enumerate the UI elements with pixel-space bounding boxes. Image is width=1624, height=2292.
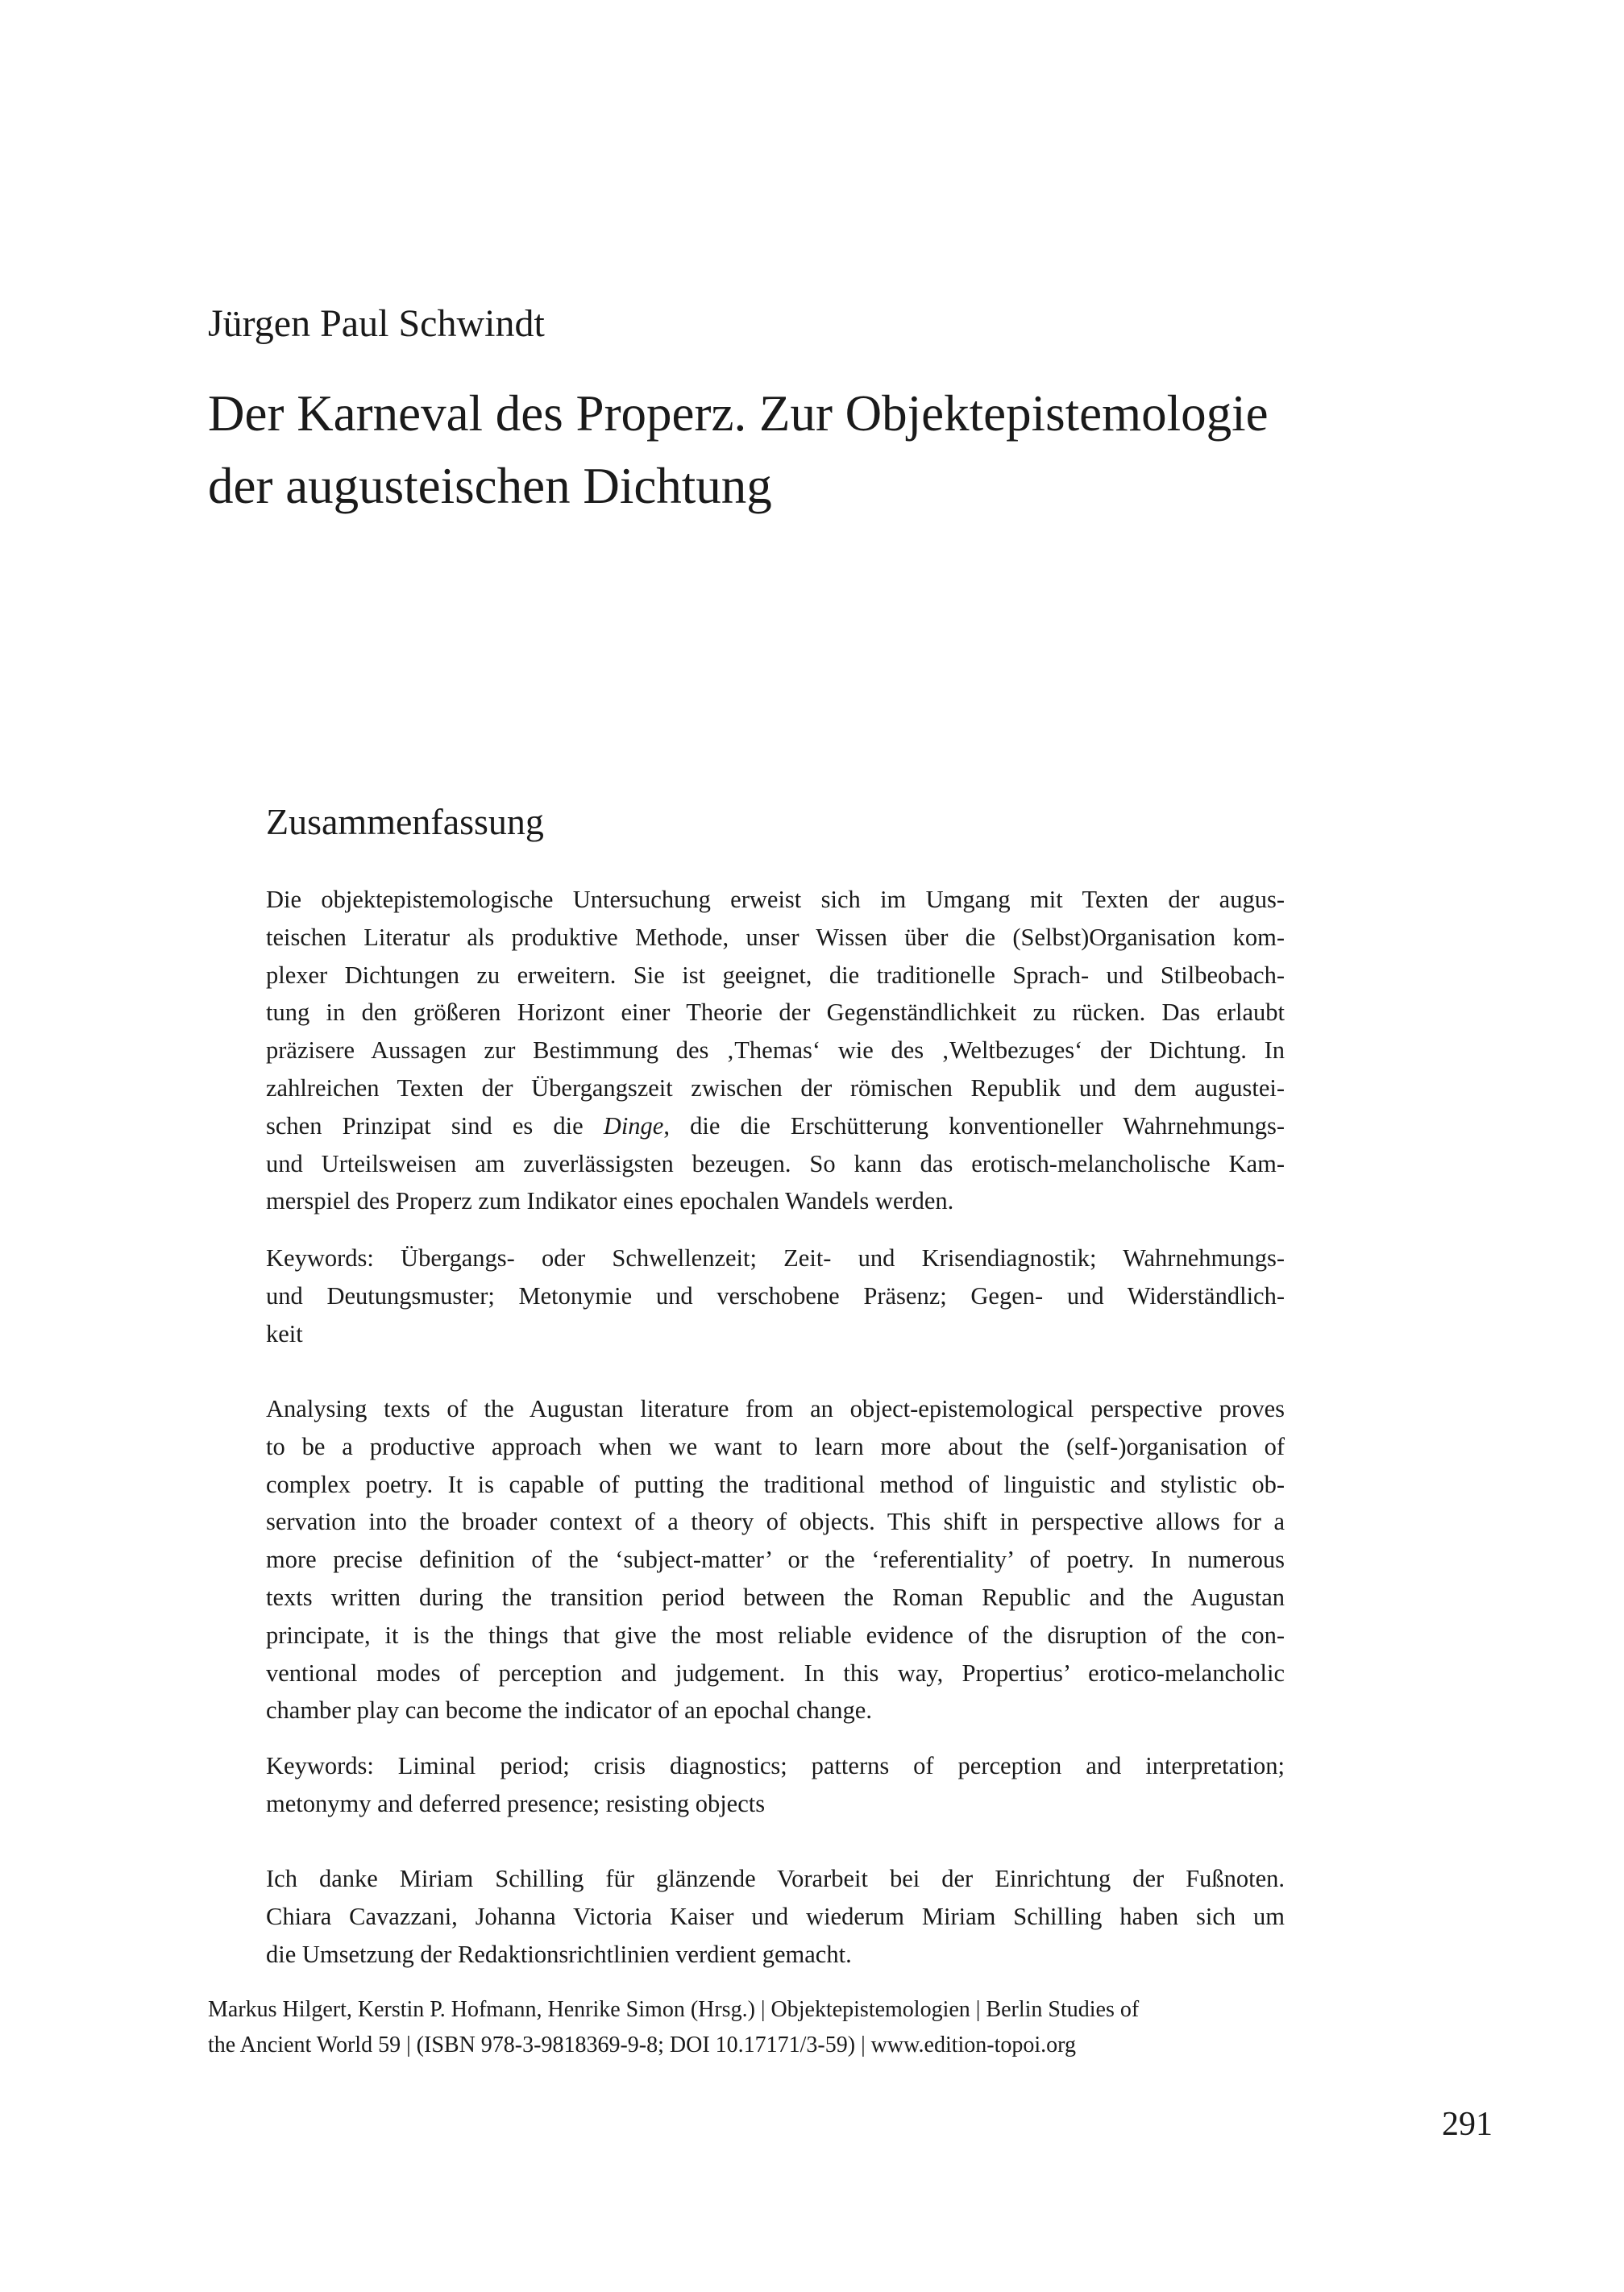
text-line: Chiara Cavazzani, Johanna Victoria Kaiser und wiederum Miriam Schilling haben sich um (266, 1902, 1285, 1930)
footer-line: Markus Hilgert, Kerstin P. Hofmann, Henrike Simon (Hrsg.) | Objektepistemologien | Berlin Studies of (208, 1997, 1140, 2022)
text-line: Die objektepistemologische Untersuchung erweist sich im Umgang mit Texten der augus- (266, 886, 1285, 913)
article-title (208, 377, 1417, 522)
text-line: zahlreichen Texten der Übergangszeit zwischen der römischen Republik und dem augustei- (266, 1073, 1285, 1102)
text-line: keit (266, 1319, 303, 1347)
text-segment: , die die Erschütterung konventioneller Wahrnehmungs- (663, 1111, 1285, 1140)
italic-word: Dinge (603, 1111, 664, 1140)
text-line: Keywords: Liminal period; crisis diagnostics; patterns of perception and interpretation; (266, 1752, 1285, 1779)
text-line: Keywords: Übergangs- oder Schwellenzeit; Zeit- und Krisendiagnostik; Wahrnehmungs- (266, 1244, 1285, 1272)
page-number: 291 (1442, 2106, 1493, 2143)
text-line: more precise definition of the ‘subject-matter’ or the ‘referentiality’ of poetry. In numerous (266, 1546, 1285, 1574)
text-line: texts written during the transition period between the Roman Republic and the Augustan (266, 1583, 1285, 1611)
title-line: Der Karneval des Properz. Zur Objektepistemologie (208, 385, 1269, 442)
text-segment: schen Prinzipat sind es die (266, 1111, 604, 1140)
text-line: die Umsetzung der Redaktionsrichtlinien verdient gemacht. (266, 1940, 852, 1968)
text-line: plexer Dichtungen zu erweitern. Sie ist geeignet, die traditionelle Sprach- und Stilbeobach- (266, 961, 1285, 989)
text-line: und Urteilsweisen am zuverlässigsten bezeugen. So kann das erotisch-melancholische Kam- (266, 1149, 1285, 1177)
publication-footer (208, 1992, 1288, 2063)
text-line: complex poetry. It is capable of putting the traditional method of linguistic and stylistic ob- (266, 1470, 1285, 1498)
text-line: Ich danke Miriam Schilling für glänzende Vorarbeit bei der Einrichtung der Fußnoten. (266, 1865, 1285, 1892)
text-line: ventional modes of perception and judgement. In this way, Propertius’ erotico-melancholic (266, 1659, 1285, 1687)
text-line: präzisere Aussagen zur Bestimmung des ‚Themas‘ wie des ‚Weltbezuges‘ der Dichtung. In (266, 1036, 1285, 1065)
text-line: to be a productive approach when we want to learn more about the (self-)organisation of (266, 1432, 1285, 1460)
text-line: tung in den größeren Horizont einer Theorie der Gegenständlichkeit zu rücken. Das erlaubt (266, 999, 1285, 1027)
text-line: metonymy and deferred presence; resisting objects (266, 1789, 766, 1817)
abstract-german (266, 881, 1285, 1220)
text-line: teischen Literatur als produktive Methode, unser Wissen über die (Selbst)Organisation kom- (266, 923, 1285, 951)
text-line: merspiel des Properz zum Indikator eines epochalen Wandels werden. (266, 1187, 954, 1215)
text-line (266, 1107, 1285, 1145)
text-line: und Deutungsmuster; Metonymie und verschobene Präsenz; Gegen- und Widerständlich- (266, 1281, 1285, 1310)
author-name: Jürgen Paul Schwindt (208, 302, 545, 345)
title-line: der augusteischen Dichtung (208, 458, 772, 514)
text-line: Analysing texts of the Augustan literature from an object-epistemological perspective proves (266, 1395, 1285, 1422)
acknowledgement (266, 1860, 1285, 1973)
text-line: principate, it is the things that give the most reliable evidence of the disruption of the con- (266, 1621, 1285, 1649)
keywords-english (266, 1747, 1285, 1823)
footer-line: the Ancient World 59 | (ISBN 978-3-9818369-9-8; DOI 10.17171/3-59) | www.edition-topoi.org (208, 2032, 1076, 2057)
text-line: servation into the broader context of a theory of objects. This shift in perspective allows for a (266, 1508, 1285, 1536)
text-line: chamber play can become the indicator of an epochal change. (266, 1696, 872, 1725)
summary-heading: Zusammenfassung (266, 801, 544, 842)
abstract-english (266, 1390, 1285, 1729)
keywords-german (266, 1239, 1285, 1352)
